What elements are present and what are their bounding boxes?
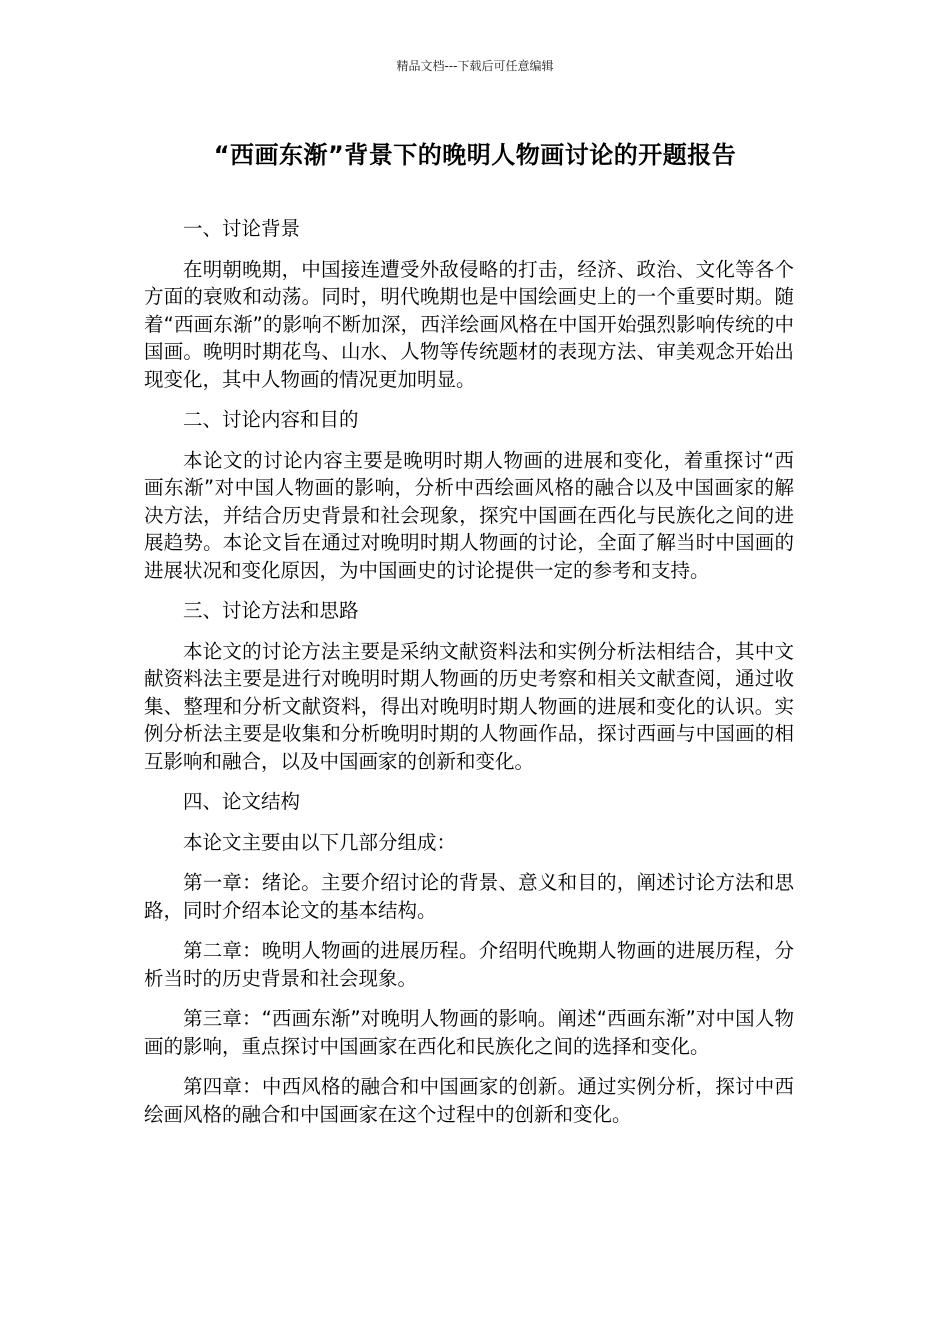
paragraph-content-purpose: 本论文的讨论内容主要是晚明时期人物画的进展和变化，着重探讨“西画东渐”对中国人物画的影响，分析中西绘画风格的融合以及中国画家的解决方法，并结合历史背景和社会现象，探究中国画在西化与民族化之间的进展趋势。本论文旨在通过对晚明时期人物画的讨论，全面了解当时中国画的进展状况和变化原因，为中国画史的讨论提供一定的参考和支持。 [144, 448, 794, 582]
section-heading-content-purpose: 二、讨论内容和目的 [183, 408, 359, 431]
paragraph-chapter-1: 第一章：绪论。主要介绍讨论的背景、意义和目的，阐述讨论方法和思路，同时介绍本论文的基本结构。 [144, 871, 794, 922]
paragraph-chapter-3: 第三章：“西画东渐”对晚明人物画的影响。阐述“西画东渐”对中国人物画的影响，重点探讨中国画家在西化和民族化之间的选择和变化。 [144, 1007, 794, 1058]
document-title: “西画东渐”背景下的晚明人物画讨论的开题报告 [213, 141, 737, 169]
paragraph-background: 在明朝晚期，中国接连遭受外敌侵略的打击，经济、政治、文化等各个方面的衰败和动荡。同时，明代晚期也是中国绘画史上的一个重要时期。随着“西画东渐”的影响不断加深，西洋绘画风格在中国开始强烈影响传统的中国画。晚明时期花鸟、山水、人物等传统题材的表现方法、审美观念开始出现变化，其中人物画的情况更加明显。 [144, 257, 794, 391]
header-note: 精品文档---下载后可任意编辑 [396, 59, 554, 73]
document-body [144, 215, 794, 1141]
paragraph-chapter-4: 第四章：中西风格的融合和中国画家的创新。通过实例分析，探讨中西绘画风格的融合和中国画家在这个过程中的创新和变化。 [144, 1075, 794, 1126]
section-heading-background: 一、讨论背景 [183, 217, 301, 240]
paragraph-structure-intro: 本论文主要由以下几部分组成： [183, 830, 457, 854]
paragraph-methods: 本论文的讨论方法主要是采纳文献资料法和实例分析法相结合，其中文献资料法主要是进行对晚明时期人物画的历史考察和相关文献查阅，通过收集、整理和分析文献资料，得出对晚明时期人物画的进展和变化的认识。实例分析法主要是收集和分析晚明时期的人物画作品，探讨西画与中国画的相互影响和融合，以及中国画家的创新和变化。 [144, 639, 794, 773]
section-heading-structure: 四、论文结构 [183, 790, 301, 813]
section-heading-methods: 三、讨论方法和思路 [183, 599, 359, 622]
paragraph-chapter-2: 第二章：晚明人物画的进展历程。介绍明代晚期人物画的进展历程，分析当时的历史背景和社会现象。 [144, 939, 794, 990]
